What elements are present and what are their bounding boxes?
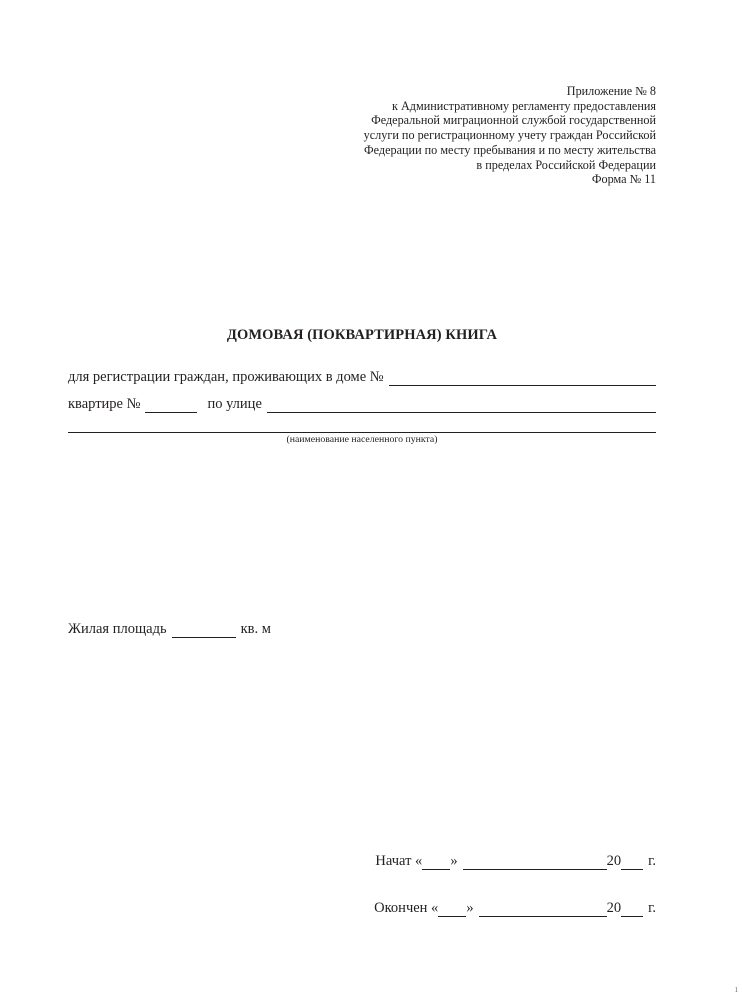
end-day-field[interactable] bbox=[438, 901, 466, 917]
year-prefix: 20 bbox=[606, 900, 622, 916]
house-number-field[interactable] bbox=[389, 370, 656, 386]
locality-caption: (наименование населенного пункта) bbox=[286, 434, 438, 445]
start-year-field[interactable] bbox=[621, 854, 643, 870]
house-number-label: для регистрации граждан, проживающих в доме № bbox=[68, 369, 384, 385]
end-date-label: Окончен « bbox=[374, 900, 439, 916]
quote-close: » bbox=[466, 900, 474, 916]
locality-field[interactable] bbox=[68, 416, 656, 433]
street-field[interactable] bbox=[267, 397, 656, 413]
quote-close: » bbox=[450, 853, 458, 869]
start-date-row bbox=[375, 850, 656, 870]
appendix-line: к Административному регламенту предоставления bbox=[392, 98, 656, 113]
page-number: 1 bbox=[734, 986, 738, 994]
end-date-row bbox=[374, 897, 656, 917]
appendix-line: в пределах Российской Федерации bbox=[476, 157, 656, 172]
start-month-field[interactable] bbox=[463, 854, 607, 870]
appendix-line: Федеральной миграционной службой государственной bbox=[371, 113, 656, 128]
apartment-street-row bbox=[68, 393, 656, 413]
end-month-field[interactable] bbox=[479, 901, 607, 917]
appendix-line: услуги по регистрационному учету граждан Российской bbox=[363, 128, 656, 143]
year-prefix: 20 bbox=[606, 853, 622, 869]
living-area-unit: кв. м bbox=[240, 621, 271, 637]
appendix-line: Федерации по месту пребывания и по месту жительства bbox=[364, 142, 656, 157]
form-number: Форма № 11 bbox=[591, 172, 656, 187]
year-suffix: г. bbox=[648, 900, 656, 916]
street-label: по улице bbox=[207, 396, 262, 412]
appendix-line: Приложение № 8 bbox=[566, 84, 656, 98]
document-title: ДОМОВАЯ (ПОКВАРТИРНАЯ) КНИГА bbox=[226, 327, 498, 343]
year-suffix: г. bbox=[648, 853, 656, 869]
end-year-field[interactable] bbox=[621, 901, 643, 917]
living-area-label: Жилая площадь bbox=[68, 621, 167, 637]
living-area-field[interactable] bbox=[172, 622, 236, 638]
apartment-number-field[interactable] bbox=[145, 397, 197, 413]
living-area-row bbox=[68, 618, 271, 638]
appendix-header bbox=[336, 84, 656, 187]
start-day-field[interactable] bbox=[422, 854, 450, 870]
house-number-row bbox=[68, 366, 656, 386]
apartment-label: квартире № bbox=[68, 396, 141, 412]
start-date-label: Начат « bbox=[375, 853, 423, 869]
